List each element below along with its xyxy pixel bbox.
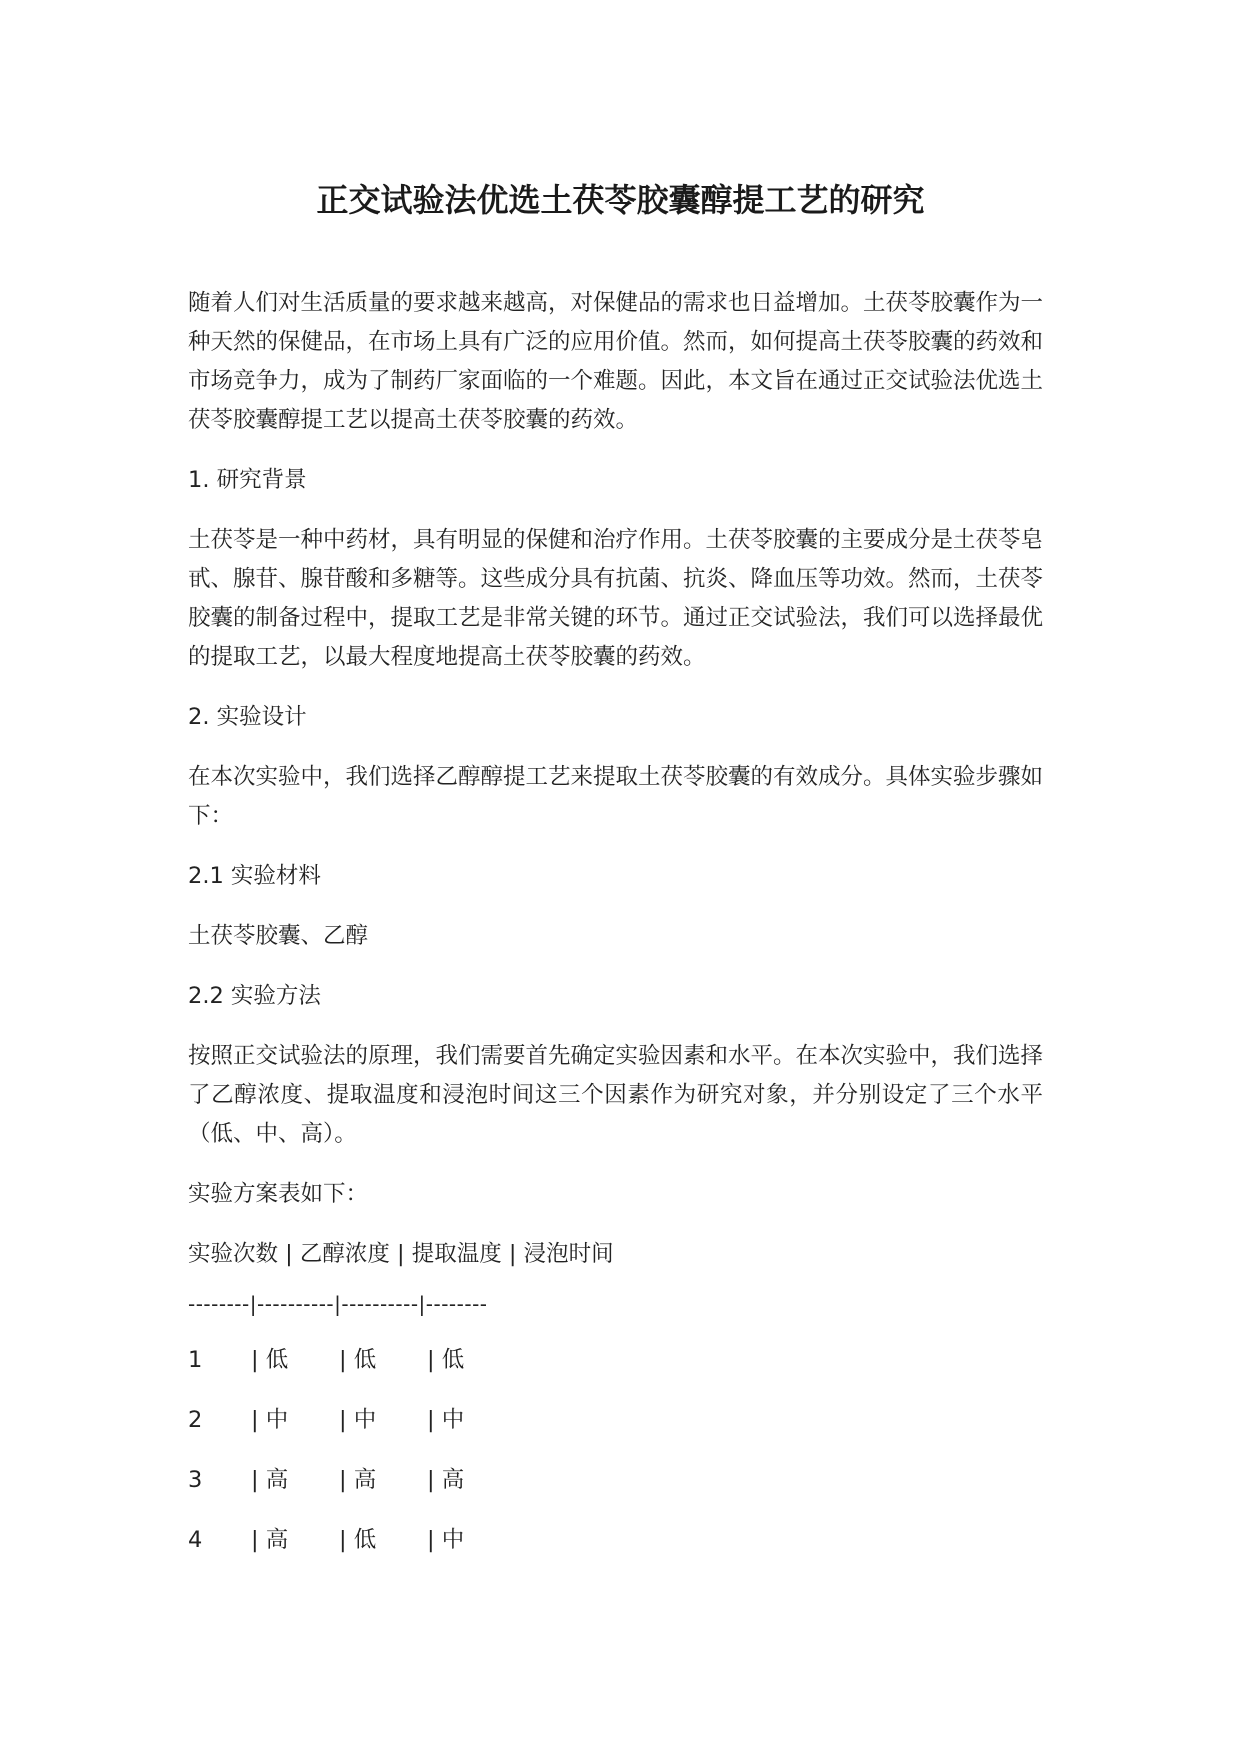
subsection-heading-methods: 2.2 实验方法 [188,983,321,1009]
table-cell-run: 4 [188,1527,203,1553]
section-heading-research-background: 1. 研究背景 [188,467,307,493]
methods-paragraph: 按照正交试验法的原理，我们需要首先确定实验因素和水平。在本次实验中，我们选择了乙醇浓度、提取温度和浸泡时间这三个因素作为研究对象，并分别设定了三个水平（低、中、高）。 [188,1043,1044,1147]
table-cell-run: 2 [188,1407,203,1433]
table-cell-extraction-temperature: | 低 [339,1347,377,1373]
table-row [188,1401,1043,1440]
table-cell-ethanol-concentration: | 高 [251,1527,289,1553]
table-header-row: 实验次数 | 乙醇浓度 | 提取温度 | 浸泡时间 [188,1241,614,1267]
table-cell-ethanol-concentration: | 低 [251,1347,289,1373]
table-cell-ethanol-concentration: | 中 [251,1407,289,1433]
table-cell-extraction-temperature: | 低 [339,1527,377,1553]
subsection-heading-materials: 2.1 实验材料 [188,863,321,889]
document-body [188,284,1043,1581]
table-cell-soaking-time: | 中 [427,1527,465,1553]
table-row [188,1341,1043,1380]
table-row [188,1461,1043,1500]
experiment-design-paragraph: 在本次实验中，我们选择乙醇醇提工艺来提取土茯苓胶囊的有效成分。具体实验步骤如下： [188,764,1044,829]
table-cell-soaking-time: | 低 [427,1347,465,1373]
table-cell-run: 3 [188,1467,203,1493]
table-row [188,1521,1043,1560]
table-cell-soaking-time: | 高 [427,1467,465,1493]
intro-paragraph: 随着人们对生活质量的要求越来越高，对保健品的需求也日益增加。土茯苓胶囊作为一种天然的保健品，在市场上具有广泛的应用价值。然而，如何提高土茯苓胶囊的药效和市场竞争力，成为了制药厂家面临的一个难题。因此，本文旨在通过正交试验法优选土茯苓胶囊醇提工艺以提高土茯苓胶囊的药效。 [188,290,1044,433]
table-cell-extraction-temperature: | 中 [339,1407,377,1433]
section-heading-experiment-design: 2. 实验设计 [188,704,307,730]
table-separator: --------|----------|----------|-------- [188,1292,488,1316]
table-cell-soaking-time: | 中 [427,1407,465,1433]
research-background-paragraph: 土茯苓是一种中药材，具有明显的保健和治疗作用。土茯苓胶囊的主要成分是土茯苓皂甙、腺苷、腺苷酸和多糖等。这些成分具有抗菌、抗炎、降血压等功效。然而，土茯苓胶囊的制备过程中，提取工艺是非常关键的环节。通过正交试验法，我们可以选择最优的提取工艺，以最大程度地提高土茯苓胶囊的药效。 [188,527,1044,670]
table-intro-text: 实验方案表如下： [188,1181,369,1207]
table-cell-run: 1 [188,1347,203,1373]
table-cell-extraction-temperature: | 高 [339,1467,377,1493]
document-title: 正交试验法优选土茯苓胶囊醇提工艺的研究 [316,181,925,219]
materials-paragraph: 土茯苓胶囊、乙醇 [188,923,369,949]
table-cell-ethanol-concentration: | 高 [251,1467,289,1493]
